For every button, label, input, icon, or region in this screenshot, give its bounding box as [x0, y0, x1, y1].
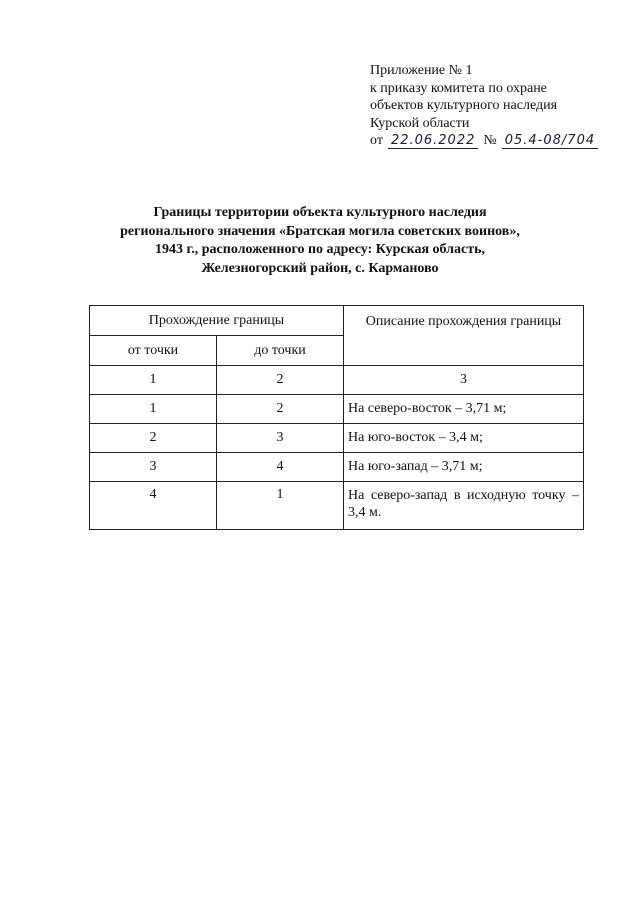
table-header-row	[90, 306, 584, 336]
header-to-point: до точки	[217, 336, 344, 366]
from-point-cell: 1	[90, 395, 217, 424]
title-line-3: 1943 г., расположенного по адресу: Курская область,	[154, 242, 486, 257]
description-cell: На юго-восток – 3,4 м;	[344, 424, 584, 453]
document-title	[100, 204, 540, 278]
from-point-cell: 4	[90, 482, 217, 530]
order-date-line	[370, 132, 598, 150]
title-line-2: регионального значения «Братская могила советских воинов»,	[120, 223, 520, 239]
column-number: 2	[217, 366, 344, 395]
to-point-cell: 4	[217, 453, 344, 482]
appendix-line-3: объектов культурного наследия	[370, 98, 558, 113]
header-description: Описание прохождения границы	[344, 306, 584, 366]
title-line-1: Границы территории объекта культурного наследия	[153, 205, 487, 220]
from-point-cell: 2	[90, 424, 217, 453]
header-boundary-passage: Прохождение границы	[90, 306, 344, 336]
from-point-cell: 3	[90, 453, 217, 482]
table-row	[90, 424, 584, 453]
to-point-cell: 3	[217, 424, 344, 453]
date-prefix: от	[370, 133, 383, 148]
order-number: 05.4-08/704	[502, 134, 598, 149]
column-number-row	[90, 366, 584, 395]
table-row	[90, 453, 584, 482]
appendix-block	[370, 62, 598, 150]
description-cell: На северо-восток – 3,71 м;	[344, 395, 584, 424]
appendix-line-1: Приложение № 1	[370, 63, 473, 78]
column-number: 1	[90, 366, 217, 395]
to-point-cell: 1	[217, 482, 344, 530]
appendix-line-4: Курской области	[370, 115, 470, 131]
order-date: 22.06.2022	[388, 134, 478, 149]
table-row	[90, 395, 584, 424]
description-cell: На юго-запад – 3,71 м;	[344, 453, 584, 482]
boundary-table	[89, 305, 584, 530]
description-cell: На северо-запад в исходную точку – 3,4 м.	[344, 482, 584, 530]
column-number: 3	[344, 366, 584, 395]
header-from-point: от точки	[90, 336, 217, 366]
appendix-line-2: к приказу комитета по охране	[370, 80, 547, 96]
table-row	[90, 482, 584, 530]
number-prefix: №	[483, 133, 497, 148]
title-line-4: Железногорский район, с. Карманово	[201, 260, 439, 276]
to-point-cell: 2	[217, 395, 344, 424]
